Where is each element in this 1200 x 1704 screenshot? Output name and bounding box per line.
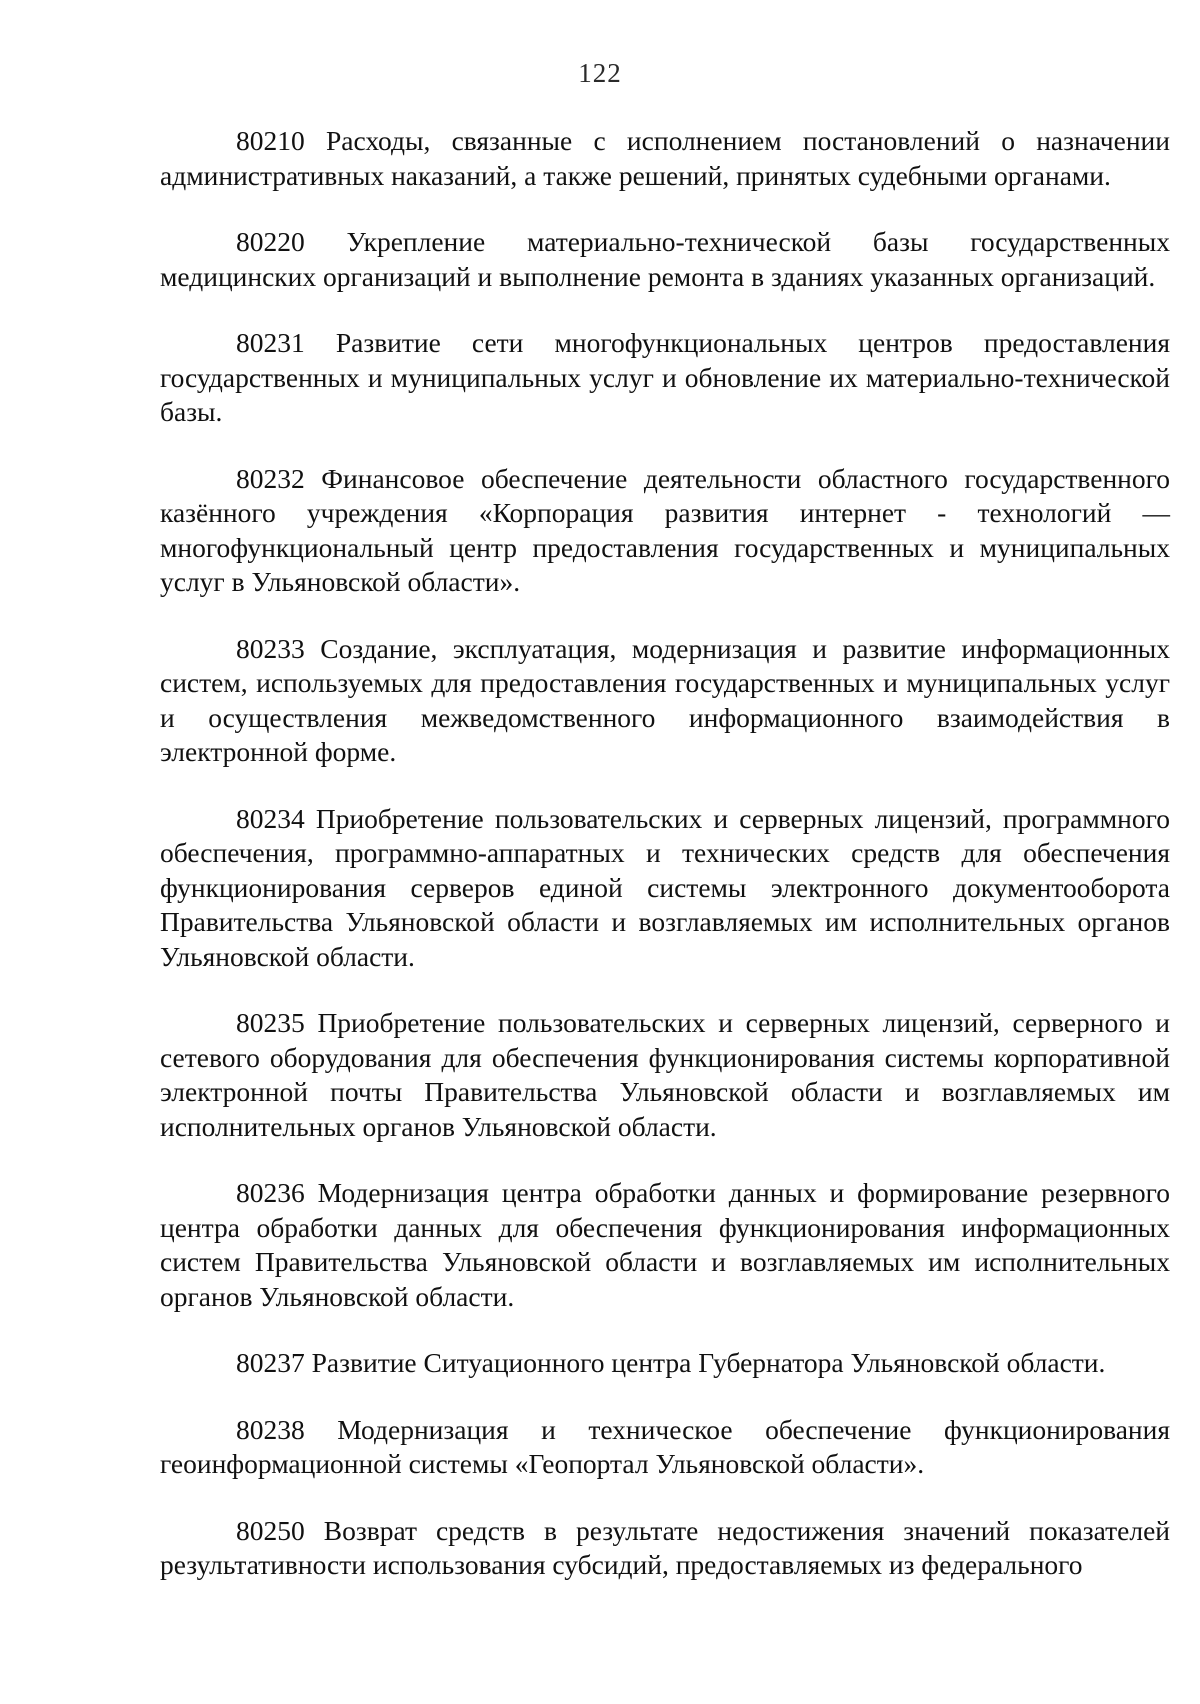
- paragraph-80233: 80233 Создание, эксплуатация, модернизация и развитие информационных систем, используемых для предоставления государственных и муниципальных услуг и осуществления межведомственного информационного взаимодействия в электронной форме.: [160, 632, 1170, 767]
- document-body: [160, 124, 1170, 1583]
- page-number: 122: [578, 58, 622, 88]
- paragraph-80236: 80236 Модернизация центра обработки данных и формирование резервного центра обработки данных для обеспечения функционирования информационных систем Правительства Ульяновской области и возглавляемых им исполнительных органов Ульяновской области.: [160, 1177, 1170, 1312]
- paragraph-80237: 80237 Развитие Ситуационного центра Губернатора Ульяновской области.: [236, 1347, 1106, 1378]
- paragraph-80238: 80238 Модернизация и техническое обеспечение функционирования геоинформационной системы «Геопортал Ульяновской области».: [160, 1413, 1170, 1479]
- paragraph-80220: 80220 Укрепление материально-технической базы государственных медицинских организаций и выполнение ремонта в зданиях указанных организаций.: [160, 226, 1170, 292]
- paragraph-80250: 80250 Возврат средств в результате недостижения значений показателей результативности использования субсидий, предоставляемых из федерального: [160, 1514, 1170, 1580]
- paragraph-80234: 80234 Приобретение пользовательских и серверных лицензий, программного обеспечения, программно-аппаратных и технических средств для обеспечения функционирования серверов единой системы электронного документооборота Правительства Ульяновской области и возглавляемых им исполнительных органов Ульяновской области.: [160, 802, 1170, 972]
- paragraph-80231: 80231 Развитие сети многофункциональных центров предоставления государственных и муниципальных услуг и обновление их материально-технической базы.: [160, 327, 1170, 427]
- paragraph-80235: 80235 Приобретение пользовательских и серверных лицензий, серверного и сетевого оборудования для обеспечения функционирования системы корпоративной электронной почты Правительства Ульяновской области и возглавляемых им исполнительных органов Ульяновской области.: [160, 1007, 1170, 1142]
- paragraph-80210: 80210 Расходы, связанные с исполнением постановлений о назначении административных наказаний, а также решений, принятых судебными органами.: [160, 125, 1170, 191]
- paragraph-80232: 80232 Финансовое обеспечение деятельности областного государственного казённого учреждения «Корпорация развития интернет - технологий — многофункциональный центр предоставления государственных и муниципальных услуг в Ульяновской области».: [160, 462, 1170, 597]
